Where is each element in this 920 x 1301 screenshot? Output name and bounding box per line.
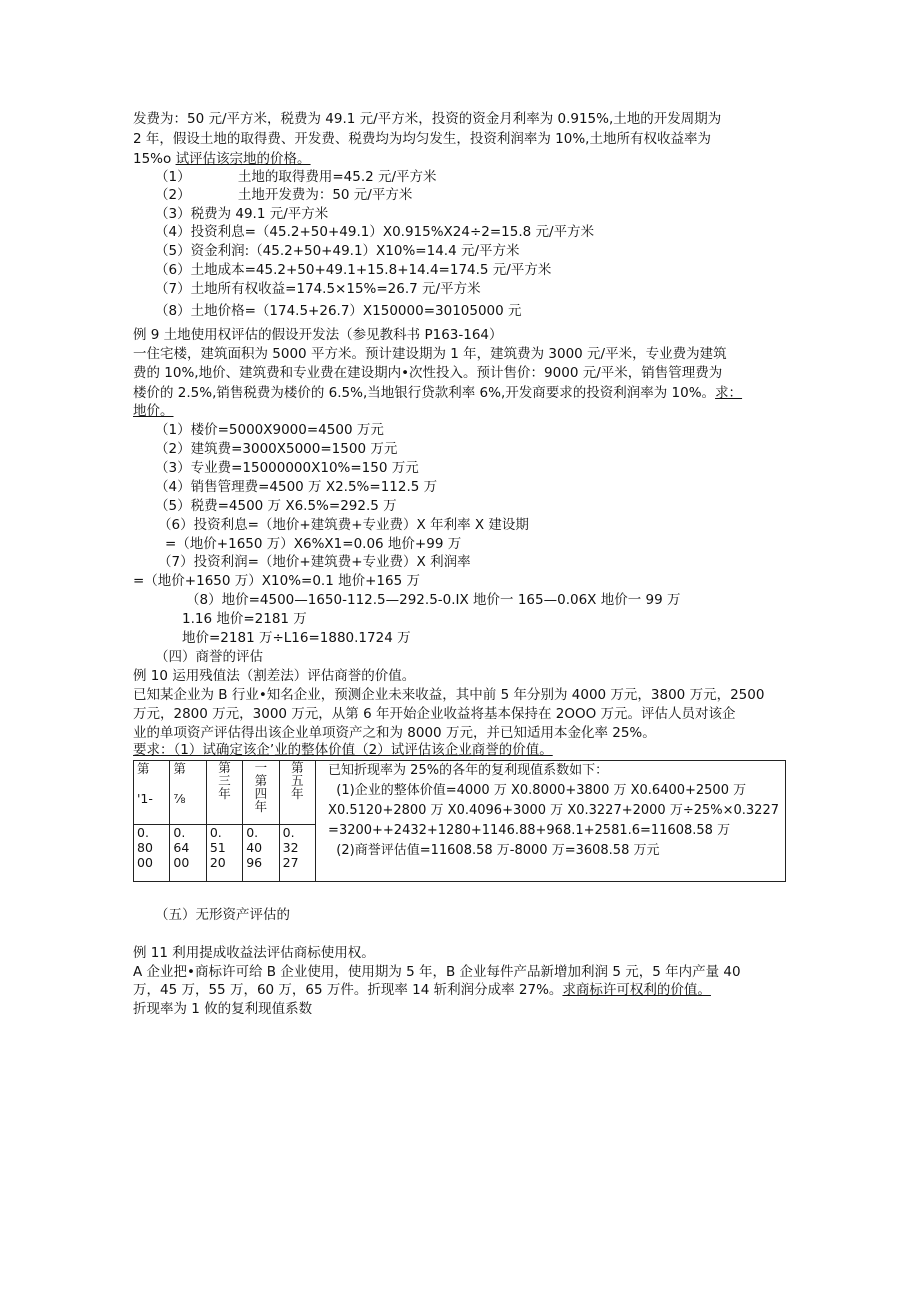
ex8-step-6: （6）土地成本=45.2+50+49.1+15.8+14.4=174.5 元/平方米 xyxy=(155,262,552,278)
ex9-step-1: （1）楼价=5000X9000=4500 万元 xyxy=(155,422,384,438)
sec5-title: （五）无形资产评估的 xyxy=(155,907,290,923)
ex8-step-3: （3）税费为 49.1 元/平方米 xyxy=(155,206,329,222)
ex9-body-3-text: 楼价的 2.5%,销售税费为楼价的 6.5%,当地银行贷款利率 6%,开发商要求的投资利润率为 10%。 xyxy=(133,385,716,401)
ex11-body-2 xyxy=(133,981,711,999)
ex9-step-6: （6）投资利息=（地价+建筑费+专业费）X 年利率 X 建设期 xyxy=(158,517,529,533)
discount-factor-table xyxy=(133,760,786,882)
ex8-step-5: （5）资金利润:（45.2+50+49.1）X10%=14.4 元/平方米 xyxy=(155,243,520,259)
ex9-body-2: 费的 10%,地价、建筑费和专业费在建设期内•次性投入。预计售价：9000 元/平米，销售管理费为 xyxy=(133,365,723,381)
ex9-step-7-cont: =（地价+1650 万）X10%=0.1 地价+165 万 xyxy=(133,573,420,589)
ex10-requirement: 要求：（1）试确定该企’业的整体价值（2）试评估该企业商誉的价值。 xyxy=(133,742,553,758)
ex10-body-1: 已知某企业为 B 行业•知名企业，预测企业未来收益，其中前 5 年分别为 4000 万元，3800 万元，2500 xyxy=(133,687,765,703)
ex8-step-7: （7）土地所有权收益=174.5×15%=26.7 元/平方米 xyxy=(155,281,481,297)
intro-line-1: 发费为：50 元/平方米，税费为 49.1 元/平方米，投资的资金月利率为 0.915%,土地的开发周期为 xyxy=(133,111,722,127)
ex8-question: 试评估该宗地的价格。 xyxy=(175,151,311,167)
intro-line-3 xyxy=(133,150,311,168)
ex9-step-6-cont: =（地价+1650 万）X6%X1=0.06 地价+99 万 xyxy=(165,536,462,552)
table-value-year-3: 0. 51 20 xyxy=(206,825,242,882)
ex10-title: 例 10 运用残值法（割差法）评估商誉的价值。 xyxy=(133,668,416,684)
table-value-year-5: 0. 32 27 xyxy=(279,825,315,882)
intro-rate: 15%o xyxy=(133,151,176,167)
ex8-step-2: （2） 土地开发费为：50 元/平方米 xyxy=(155,187,413,203)
table-value-year-1: 0. 80 00 xyxy=(134,825,170,882)
ex9-step-8: （8）地价=4500—1650-112.5—292.5-0.IX 地价一 165—0.06X 地价一 99 万 xyxy=(186,592,681,608)
ex9-step-8-b: 地价=2181 万÷L16=1880.1724 万 xyxy=(182,630,411,646)
table-header-year-5: 第 五 年 xyxy=(279,761,315,825)
ex11-note: 折现率为 1 攸的复利现值系数 xyxy=(133,1001,313,1017)
ex8-step-1: （1） 土地的取得费用=45.2 元/平方米 xyxy=(155,169,437,185)
ex9-step-8-a: 1.16 地价=2181 万 xyxy=(182,611,307,627)
ex9-body-1: 一住宅楼，建筑面积为 5000 平方米。预计建设期为 1 年，建筑费为 3000 元/平米，专业费为建筑 xyxy=(133,346,727,362)
table-calculation-cell xyxy=(316,761,786,882)
ex11-question: 求商标许可权利的价值。 xyxy=(562,982,711,998)
table-side-line-1: 已知折现率为 25%的各年的复利现值系数如下： xyxy=(328,763,609,778)
table-side-line-3: X0.5120+2800 万 X0.4096+3000 万 X0.3227+2000 万÷25%×0.3227 xyxy=(328,803,779,818)
table-side-line-5: (2)商誉评估值=11608.58 万-8000 万=3608.58 万元 xyxy=(328,843,660,858)
table-header-year-3: 第 三 年 xyxy=(206,761,242,825)
table-header-year-1: 第 '1- xyxy=(134,761,170,825)
ex9-title: 例 9 土地使用权评估的假设开发法（参见教科书 P163-164） xyxy=(133,327,503,343)
table-header-year-4: 一 第 四 年 xyxy=(243,761,279,825)
table-header-year-2: 第 ⅞ xyxy=(170,761,206,825)
ex11-body-2-text: 万，45 万，55 万，60 万，65 万件。折现率 14 斩利润分成率 27%。 xyxy=(133,982,563,998)
ex9-body-3 xyxy=(133,384,742,402)
table-side-line-4: =3200++2432+1280+1146.88+968.1+2581.6=11608.58 万 xyxy=(328,823,731,838)
ex9-step-2: （2）建筑费=3000X5000=1500 万元 xyxy=(155,441,398,457)
ex9-requirement-cont: 地价。 xyxy=(133,403,174,419)
ex8-step-4: （4）投资利息=（45.2+50+49.1）X0.915%X24÷2=15.8 元/平方米 xyxy=(155,224,595,240)
sec4-title: （四）商誉的评估 xyxy=(155,649,263,665)
ex8-step-8: （8）土地价格=（174.5+26.7）X150000=30105000 元 xyxy=(155,303,522,319)
ex11-body-1: A 企业把•商标许可给 B 企业使用，使用期为 5 年，B 企业每件产品新增加利润 5 元，5 年内产量 40 xyxy=(133,964,741,980)
table-value-year-2: 0. 64 00 xyxy=(170,825,206,882)
table-side-line-2: (1)企业的整体价值=4000 万 X0.8000+3800 万 X0.6400+2500 万 xyxy=(328,783,747,798)
ex10-body-2: 万元，2800 万元，3000 万元，从第 6 年开始企业收益将基本保持在 2OOO 万元。评估人员对该企 xyxy=(133,706,736,722)
ex9-step-3: （3）专业费=15000000X10%=150 万元 xyxy=(155,460,419,476)
ex9-step-7: （7）投资利润=（地价+建筑费+专业费）X 利润率 xyxy=(158,554,471,570)
ex10-body-3: 业的单项资产评估得出该企业单项资产之和为 8000 万元，并已知适用本金化率 25%。 xyxy=(133,725,656,741)
intro-line-2: 2 年，假设土地的取得费、开发费、税费均为均匀发生，投资利润率为 10%,土地所有权收益率为 xyxy=(133,131,711,147)
ex9-requirement: 求： xyxy=(715,385,743,401)
ex9-step-4: （4）销售管理费=4500 万 X2.5%=112.5 万 xyxy=(155,479,438,495)
table-value-year-4: 0. 40 96 xyxy=(243,825,279,882)
ex9-step-5: （5）税费=4500 万 X6.5%=292.5 万 xyxy=(155,498,397,514)
ex11-title: 例 11 利用提成收益法评估商标使用权。 xyxy=(133,945,375,961)
